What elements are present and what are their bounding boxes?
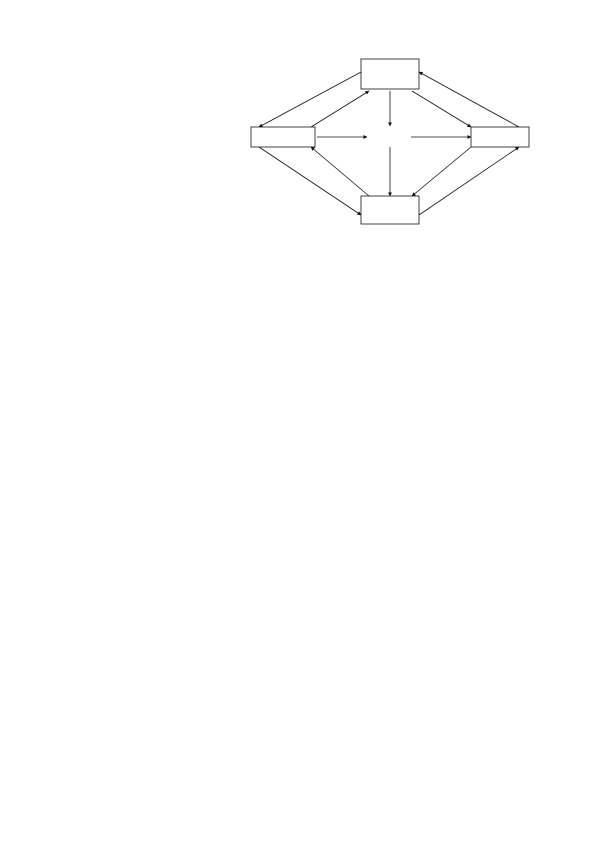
arrow-line [419,147,519,215]
arrow-line [419,72,519,127]
resource-market-box [361,59,419,89]
diagram-svg [249,55,531,240]
arrow-line [412,91,471,127]
circular-flow-diagram [249,55,531,240]
arrow-line [311,147,369,196]
arrow-line [259,147,361,215]
goods-market-box [361,196,419,224]
household-box [471,127,529,147]
arrow-line [412,147,471,196]
firms-box [251,127,315,147]
arrow-line [259,72,361,127]
arrow-line [311,91,369,127]
